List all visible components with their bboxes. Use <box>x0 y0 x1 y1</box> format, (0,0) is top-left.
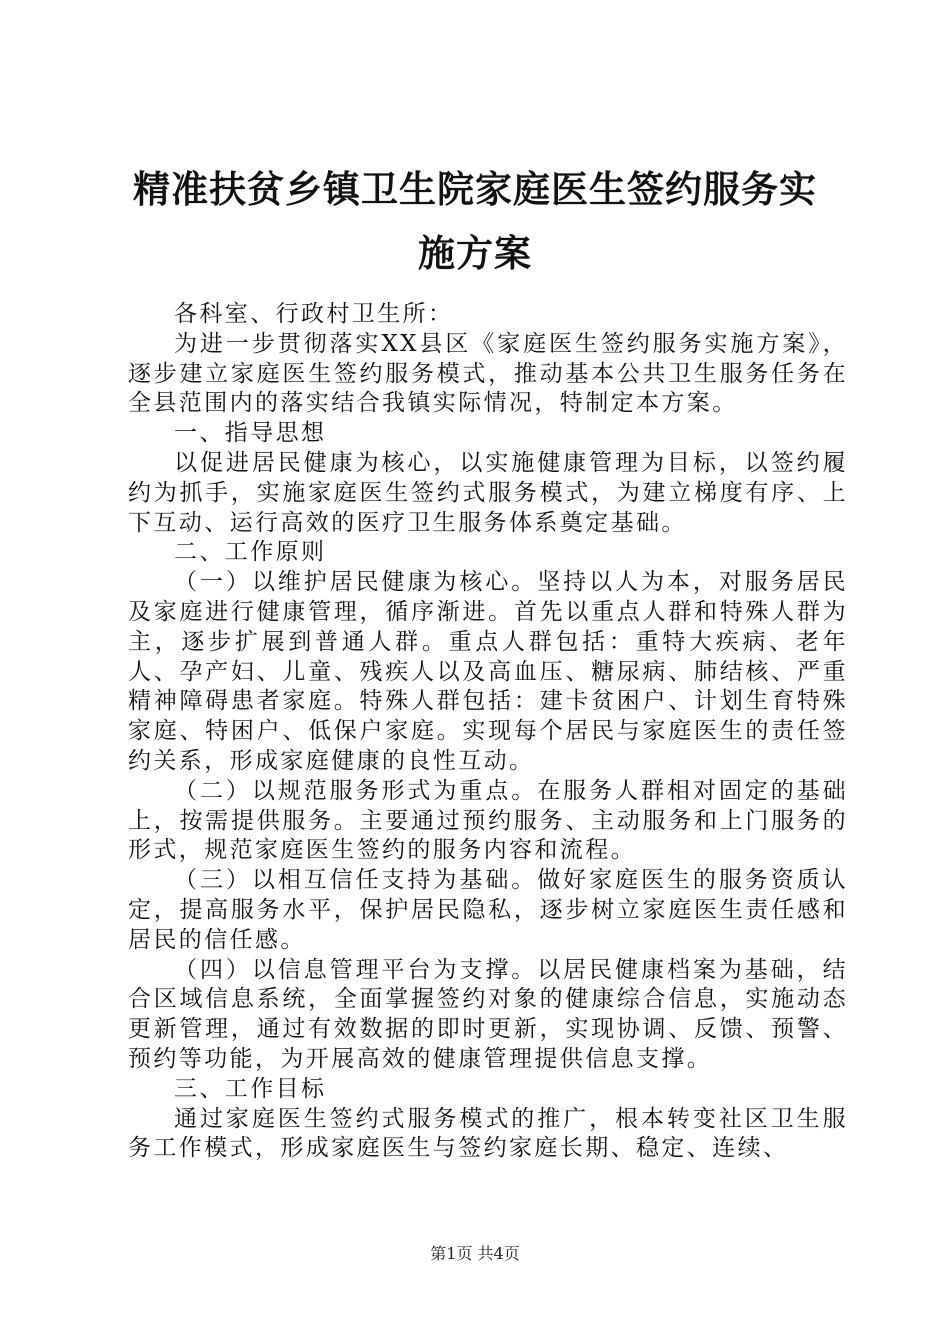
salutation: 各科室、行政村卫生所： <box>174 301 454 327</box>
section-heading-work-goals: 三、工作目标 <box>174 1075 327 1102</box>
section-heading-guiding-thought: 一、指导思想 <box>174 420 327 447</box>
principle-4: （四）以信息管理平台为支撑。以居民健康档案为基础，结合区域信息系统，全面掌握签约对象的健康综合信息，实施动态更新管理，通过有效数据的即时更新，实现协调、反馈、预警、预约等功能，为开展高效的健康管理提供信息支撑。 <box>128 956 848 1072</box>
intro-paragraph: 为进一步贯彻落实XX县区《家庭医生签约服务实施方案》，逐步建立家庭医生签约服务模式，推动基本公共卫生服务任务在全县范围内的落实结合我镇实际情况，特制定本方案。 <box>128 330 848 417</box>
principle-2: （二）以规范服务形式为重点。在服务人群相对固定的基础上，按需提供服务。主要通过预约服务、主动服务和上门服务的形式，规范家庭医生签约的服务内容和流程。 <box>128 777 848 864</box>
page-number-footer: 第1页 共4页 <box>430 1244 520 1263</box>
principle-3: （三）以相互信任支持为基础。做好家庭医生的服务资质认定，提高服务水平，保护居民隐私，逐步树立家庭医生责任感和居民的信任感。 <box>128 867 848 953</box>
document-title: 精准扶贫乡镇卫生院家庭医生签约服务实施方案 <box>133 168 817 275</box>
paragraph-guiding-thought: 以促进居民健康为核心，以实施健康管理为目标，以签约履约为抓手，实施家庭医生签约式服务模式，为建立梯度有序、上下互动、运行高效的医疗卫生服务体系奠定基础。 <box>128 449 848 536</box>
section-heading-work-principles: 二、工作原则 <box>174 539 327 566</box>
document-body <box>128 300 848 1164</box>
paragraph-work-goals: 通过家庭医生签约式服务模式的推广，根本转变社区卫生服务工作模式，形成家庭医生与签约家庭长期、稳定、连续、 <box>128 1105 848 1162</box>
principle-1: （一）以维护居民健康为核心。坚持以人为本，对服务居民及家庭进行健康管理，循序渐进。首先以重点人群和特殊人群为主，逐步扩展到普通人群。重点人群包括：重特大疾病、老年人、孕产妇、儿童、残疾人以及高血压、糖尿病、肺结核、严重精神障碍患者家庭。特殊人群包括：建卡贫困户、计划生育特殊家庭、特困户、低保户家庭。实现每个居民与家庭医生的责任签约关系，形成家庭健康的良性互动。 <box>128 569 848 774</box>
